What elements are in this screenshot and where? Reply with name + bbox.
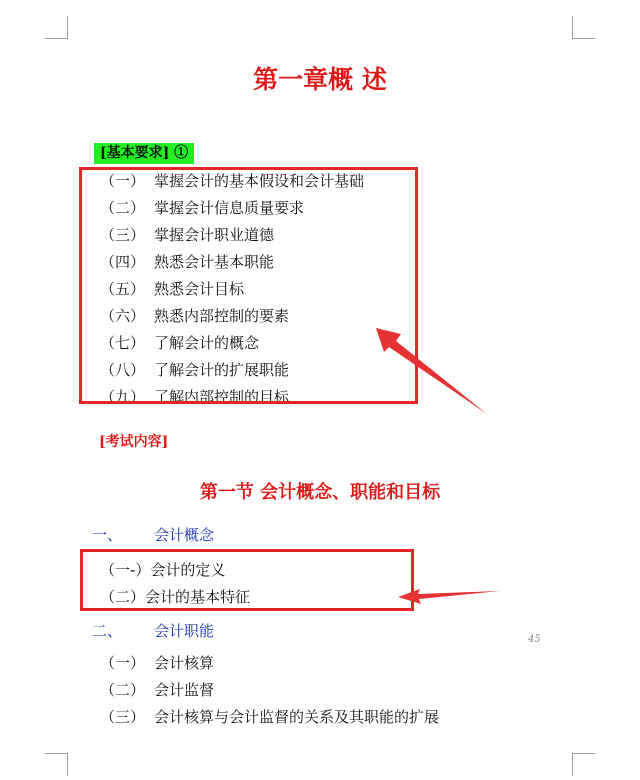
exam-content-label: [考试内容] — [99, 434, 169, 450]
item-number: （一） — [100, 172, 146, 190]
requirements-label: [基本要求] ① — [94, 143, 194, 164]
item-number: （二） — [100, 199, 146, 217]
chapter-title: 第一章概 述 — [253, 65, 387, 94]
heading-text: 会计概念 — [154, 526, 215, 544]
item-text: 掌握会计信息质量要求 — [154, 199, 305, 217]
item-text: 熟悉会计基本职能 — [154, 253, 275, 271]
item-text: 会计核算 — [154, 654, 215, 672]
item-number: （二） — [100, 681, 146, 699]
item-text: 掌握会计的基本假设和会计基础 — [154, 172, 365, 190]
heading-number: 二、 — [92, 622, 123, 640]
item-number: （三） — [100, 708, 146, 726]
item-number: （八） — [100, 361, 146, 379]
item-number: （五） — [100, 280, 146, 298]
item-text: 会计监督 — [154, 681, 215, 699]
item-text: 熟悉内部控制的要素 — [154, 307, 290, 325]
list-item: （二）会计的基本特征 — [100, 588, 251, 606]
section-title: 第一节 会计概念、职能和目标 — [199, 482, 441, 503]
item-text: 会计核算与会计监督的关系及其职能的扩展 — [154, 708, 440, 726]
item-number: （九） — [100, 388, 146, 406]
item-text: 熟悉会计目标 — [154, 280, 245, 298]
item-number: （七） — [100, 334, 146, 352]
red-arrow-icon — [398, 589, 500, 604]
item-text: 掌握会计职业道德 — [154, 226, 275, 244]
page-number: 45 — [528, 634, 541, 645]
red-arrow-icon — [376, 328, 487, 414]
item-text: 了解会计的扩展职能 — [154, 361, 290, 379]
heading-number: 一、 — [92, 526, 123, 544]
heading-text: 会计职能 — [154, 622, 215, 640]
item-number: （四） — [100, 253, 146, 271]
item-number: （三） — [100, 226, 146, 244]
item-text: 了解会计的概念 — [154, 334, 260, 352]
list-item: （一-）会计的定义 — [100, 561, 226, 579]
item-number: （六） — [100, 307, 146, 325]
item-text: 了解内部控制的目标 — [154, 388, 290, 406]
item-number: （一） — [100, 654, 146, 672]
